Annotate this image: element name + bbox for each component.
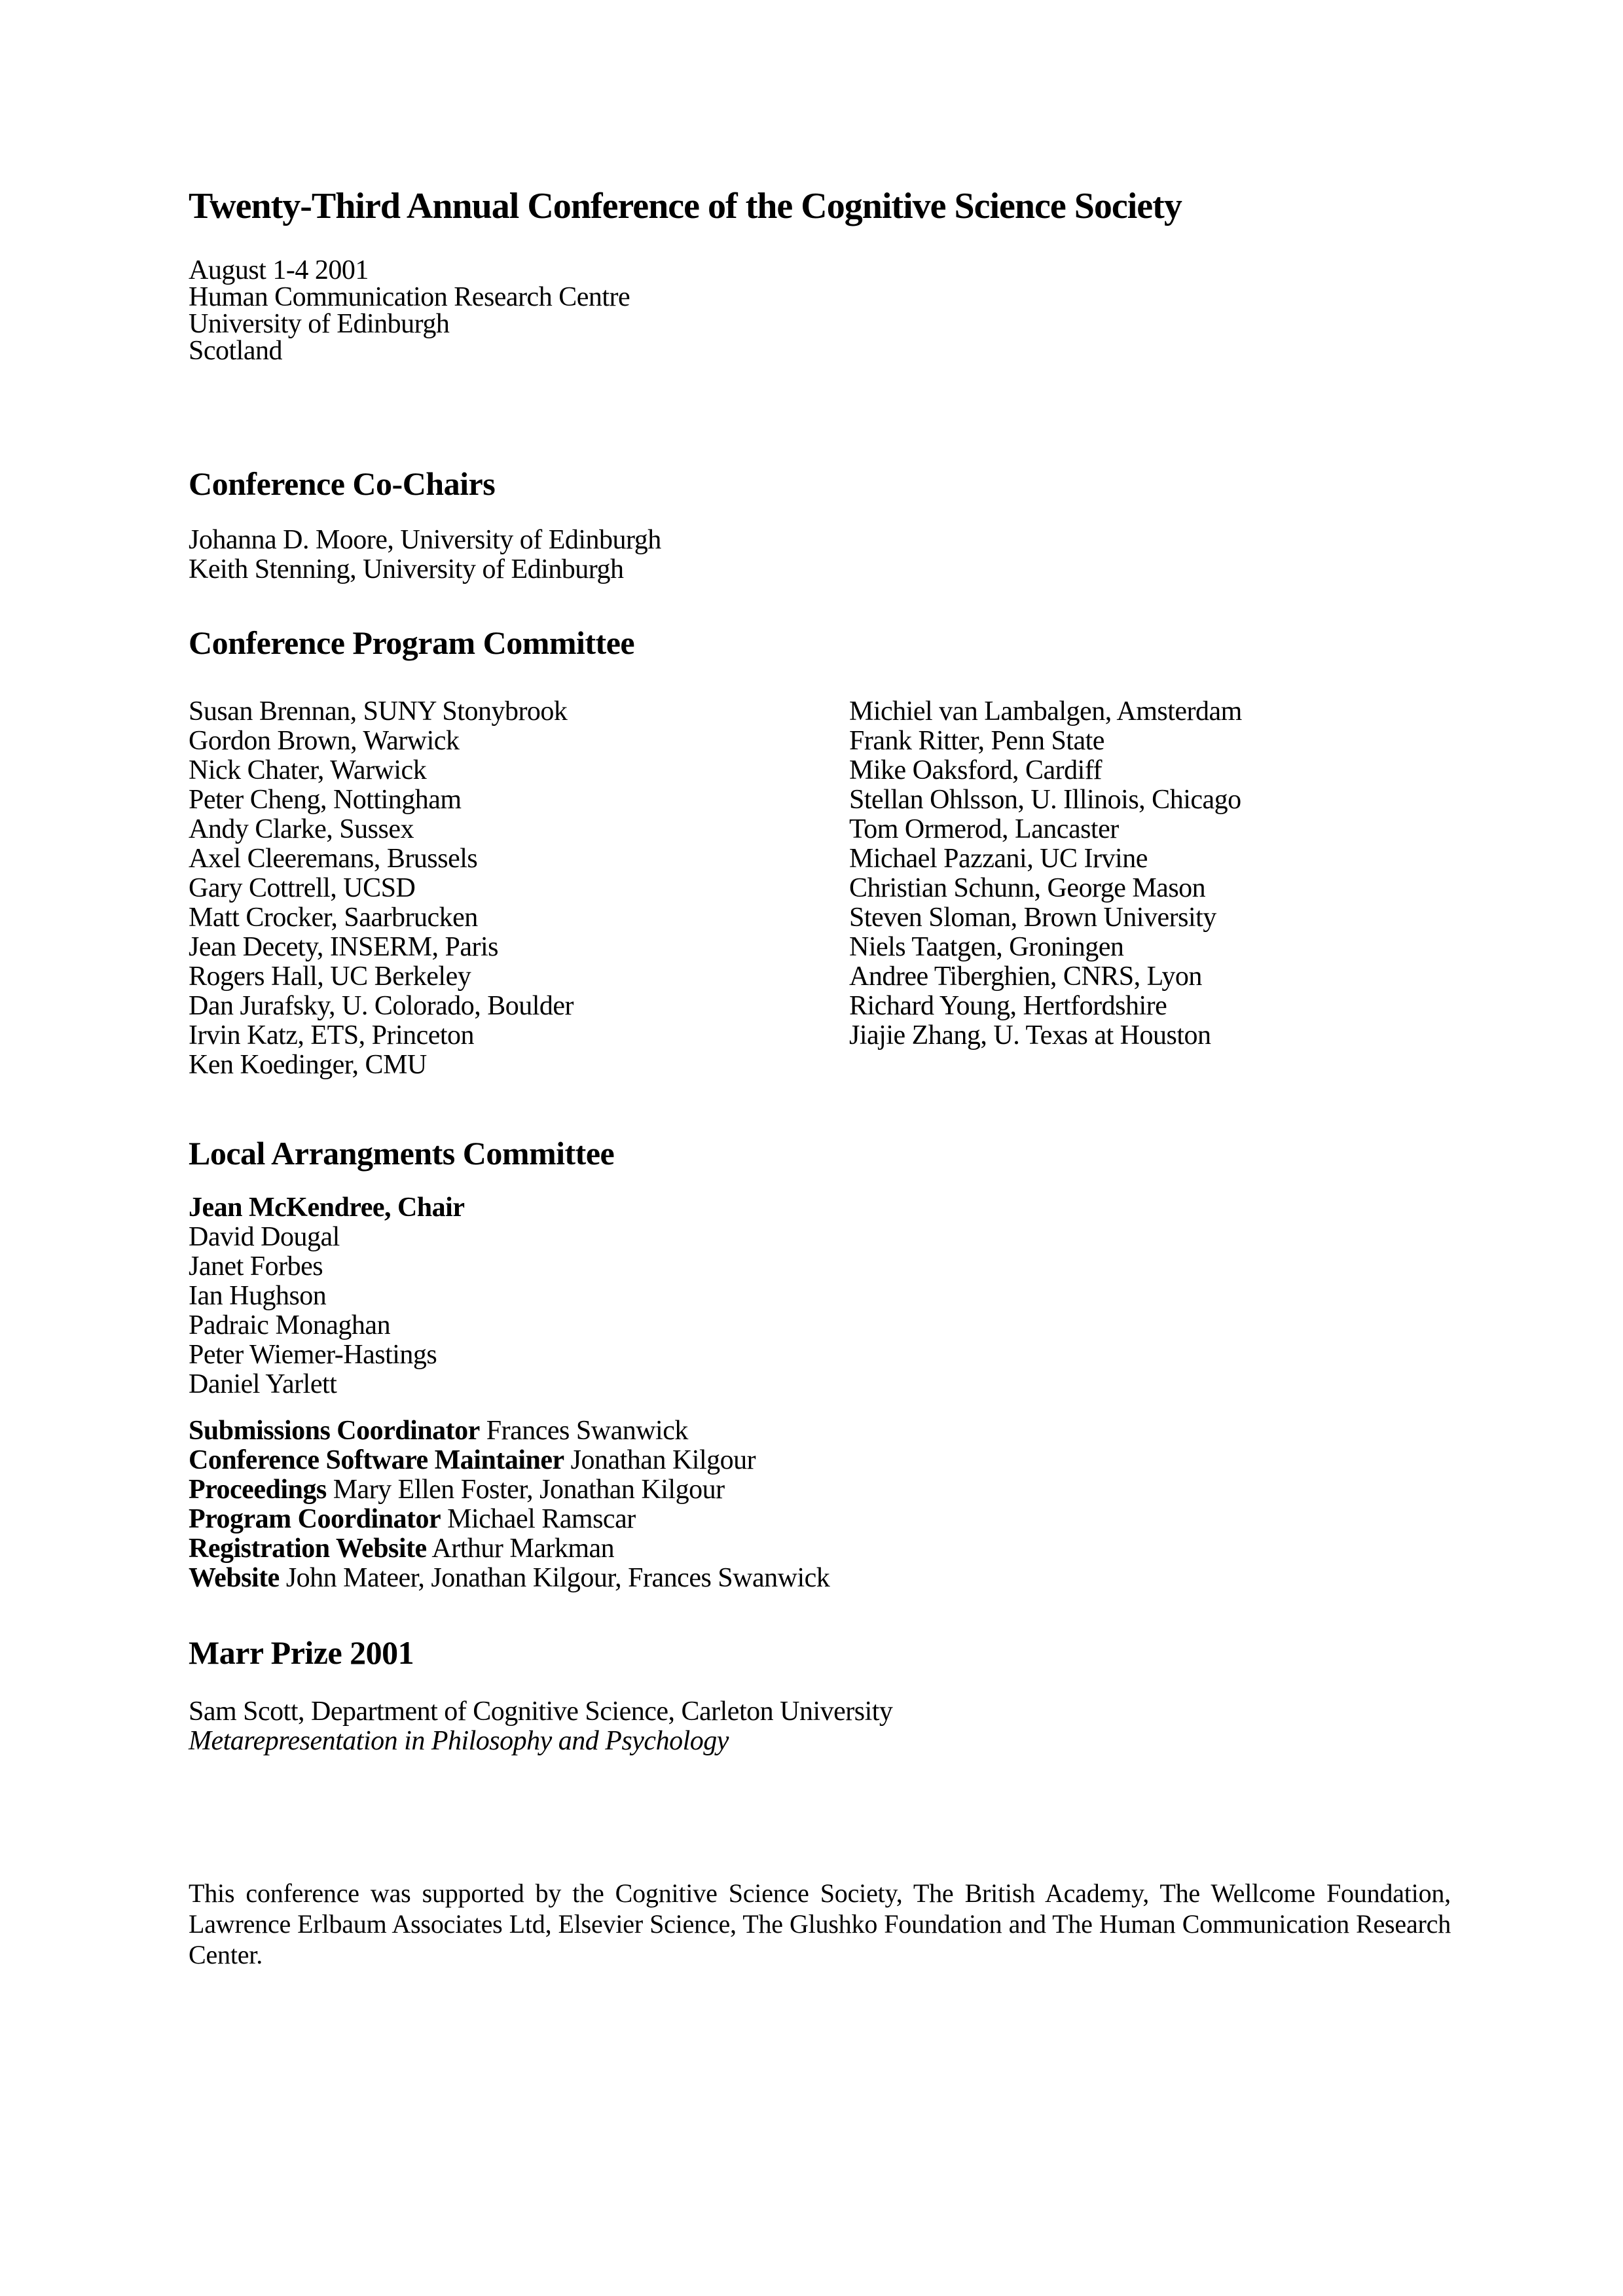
marr-prize-block — [189, 1697, 1451, 1756]
committee-member-entry: Gary Cottrell, UCSD — [189, 872, 416, 903]
role-entry: Website John Mateer, Jonathan Kilgour, Frances Swanwick — [189, 1562, 830, 1593]
committee-member-entry: Irvin Katz, ETS, Princeton — [189, 1020, 475, 1050]
committee-member-entry: Nick Chater, Warwick — [189, 755, 427, 785]
committee-member-entry: Christian Schunn, George Mason — [849, 872, 1206, 903]
local-committee-member-entry: Janet Forbes — [189, 1251, 323, 1282]
venue-line: August 1-4 2001 — [189, 255, 369, 285]
venue-line: Scotland — [189, 335, 282, 366]
committee-member-entry: Andree Tiberghien, CNRS, Lyon — [849, 961, 1202, 992]
local-arrangements-members — [189, 1223, 1451, 1399]
local-committee-member-entry: David Dougal — [189, 1221, 340, 1252]
committee-member-entry: Steven Sloman, Brown University — [849, 902, 1216, 933]
program-committee-left-column — [189, 697, 849, 1080]
committee-member-entry: Niels Taatgen, Groningen — [849, 931, 1124, 962]
role-entry: Conference Software Maintainer Jonathan Kilgour — [189, 1444, 756, 1475]
local-committee-member-entry: Ian Hughson — [189, 1280, 327, 1311]
venue-line: Human Communication Research Centre — [189, 281, 630, 312]
committee-member-entry: Michiel van Lambalgen, Amsterdam — [849, 696, 1242, 726]
local-arrangements-list — [189, 1193, 1451, 1399]
marr-prize-work-title: Metarepresentation in Philosophy and Psychology — [189, 1725, 729, 1756]
role-label: Registration Website — [189, 1533, 427, 1564]
section-heading-program-committee: Conference Program Committee — [189, 624, 635, 661]
organizing-roles-list — [189, 1416, 1451, 1593]
committee-member-entry: Axel Cleeremans, Brussels — [189, 843, 478, 874]
section-heading-local-arrangements: Local Arrangments Committee — [189, 1134, 615, 1172]
committee-member-entry: Rogers Hall, UC Berkeley — [189, 961, 471, 992]
role-label: Website — [189, 1562, 280, 1593]
committee-member-entry: Gordon Brown, Warwick — [189, 725, 460, 756]
program-committee-right-column — [849, 697, 1451, 1080]
conference-title: Twenty-Third Annual Conference of the Cognitive Science Society — [189, 186, 1182, 226]
section-heading-marr-prize: Marr Prize 2001 — [189, 1634, 414, 1671]
role-entry: Proceedings Mary Ellen Foster, Jonathan Kilgour — [189, 1474, 725, 1505]
local-committee-member-entry: Daniel Yarlett — [189, 1369, 337, 1399]
co-chair-entry: Johanna D. Moore, University of Edinburgh — [189, 524, 661, 555]
committee-member-entry: Ken Koedinger, CMU — [189, 1049, 427, 1080]
committee-member-entry: Andy Clarke, Sussex — [189, 814, 414, 844]
venue-line: University of Edinburgh — [189, 308, 450, 339]
committee-member-entry: Stellan Ohlsson, U. Illinois, Chicago — [849, 784, 1241, 815]
role-entry: Program Coordinator Michael Ramscar — [189, 1503, 636, 1534]
section-heading-co-chairs: Conference Co-Chairs — [189, 465, 496, 502]
committee-member-entry: Dan Jurafsky, U. Colorado, Boulder — [189, 990, 574, 1021]
local-committee-member-entry: Peter Wiemer-Hastings — [189, 1339, 437, 1370]
committee-member-entry: Mike Oaksford, Cardiff — [849, 755, 1102, 785]
co-chairs-list — [189, 526, 1451, 584]
co-chair-entry: Keith Stenning, University of Edinburgh — [189, 554, 624, 584]
role-label: Proceedings — [189, 1474, 327, 1505]
local-arrangements-chair: Jean McKendree, Chair — [189, 1192, 465, 1223]
committee-member-entry: Susan Brennan, SUNY Stonybrook — [189, 696, 568, 726]
committee-member-entry: Michael Pazzani, UC Irvine — [849, 843, 1148, 874]
role-entry: Registration Website Arthur Markman — [189, 1533, 615, 1564]
venue-block — [189, 257, 1451, 365]
program-committee-columns — [189, 697, 1451, 1080]
committee-member-entry: Matt Crocker, Saarbrucken — [189, 902, 478, 933]
local-committee-member-entry: Padraic Monaghan — [189, 1310, 391, 1340]
committee-member-entry: Jean Decety, INSERM, Paris — [189, 931, 499, 962]
role-label: Conference Software Maintainer — [189, 1444, 564, 1475]
role-label: Submissions Coordinator — [189, 1415, 480, 1446]
support-acknowledgement: This conference was supported by the Cognitive Science Society, The British Academy, The Wellcome Foundation, Lawrence Erlbaum Associates Ltd, Elsevier Science, The Glushko Foundation and The Human Communication Research Center. — [189, 1878, 1451, 1969]
role-entry: Submissions Coordinator Frances Swanwick — [189, 1415, 688, 1446]
role-label: Program Coordinator — [189, 1503, 441, 1534]
committee-member-entry: Frank Ritter, Penn State — [849, 725, 1104, 756]
marr-prize-recipient: Sam Scott, Department of Cognitive Science, Carleton University — [189, 1696, 893, 1727]
committee-member-entry: Richard Young, Hertfordshire — [849, 990, 1167, 1021]
committee-member-entry: Tom Ormerod, Lancaster — [849, 814, 1119, 844]
committee-member-entry: Peter Cheng, Nottingham — [189, 784, 462, 815]
page-content — [189, 187, 1451, 1970]
committee-member-entry: Jiajie Zhang, U. Texas at Houston — [849, 1020, 1211, 1050]
